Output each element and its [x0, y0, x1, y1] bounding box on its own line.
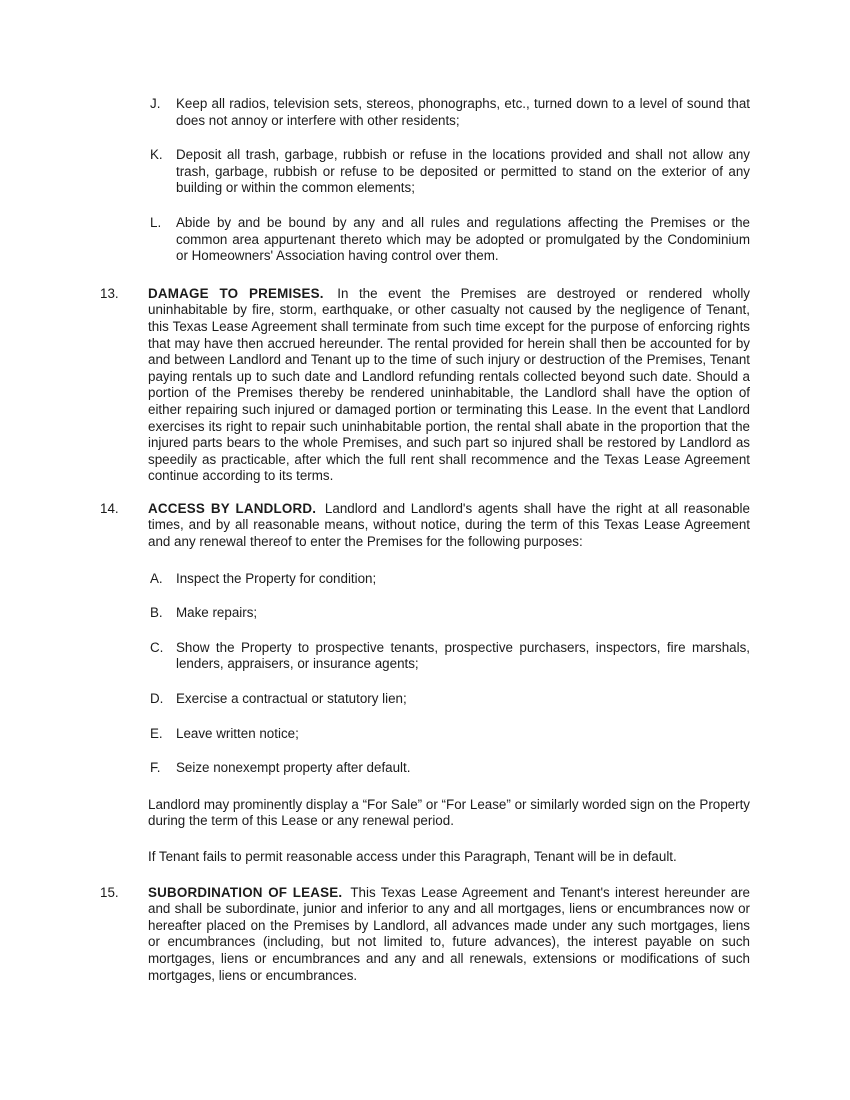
section-body — [148, 501, 750, 551]
section-body-text: This Texas Lease Agreement and Tenant's interest hereunder are and shall be subordinate, junior and inferior to any and all mortgages, liens or encumbrances now or hereafter placed on the Premises by Landlord, all advances made under any such mortgages, liens or encumbrances (including, but not limited to, future advances), the interest payable on such mortgages, liens or encumbrances and any and all renewals, extensions or modifications of such mortgages, liens or encumbrances. — [148, 884, 750, 983]
item-text: Deposit all trash, garbage, rubbish or refuse in the locations provided and shall not allow any trash, garbage, rubbish or refuse to be deposited or permitted to stand on the exterior of any building or within the common elements; — [176, 147, 750, 196]
section-body — [148, 885, 750, 985]
section-body-text: In the event the Premises are destroyed or rendered wholly uninhabitable by fire, storm, earthquake, or other casualty not caused by the negligence of Tenant, this Texas Lease Agreement shall terminate from such time except for the purpose of enforcing rights that may have then accrued hereunder. The rental provided for herein shall then be accounted for by and between Landlord and Tenant up to the time of such injury or destruction of the Premises, Tenant paying rentals up to such date and Landlord refunding rentals collected beyond such date. Should a portion of the Premises thereby be rendered uninhabitable, the Landlord shall have the option of either repairing such injured or damaged portion or terminating this Lease. In the event that Landlord exercises its right to repair such uninhabitable portion, the rental shall abate in the proportion that the injured parts bears to the whole Premises, and such part so injured shall be restored by Landlord as speedily as practicable, after which the full rent shall recommence and the Texas Lease Agreement continue according to its terms. — [148, 285, 750, 484]
lease-rule-item-k — [150, 147, 750, 197]
section-heading: DAMAGE TO PREMISES. — [148, 285, 324, 301]
item-letter: B. — [150, 605, 163, 621]
section-heading: ACCESS BY LANDLORD. — [148, 500, 317, 516]
item-letter: J. — [150, 96, 161, 111]
item-letter: D. — [150, 691, 164, 707]
item-letter: C. — [150, 639, 164, 655]
item-text: Abide by and be bound by any and all rules and regulations affecting the Premises or the common area appurtenant thereto which may be adopted or promulgated by the Condominium or Homeowners' Association having control over them. — [176, 214, 750, 264]
item-text: Make repairs; — [176, 605, 258, 621]
access-default-paragraph: If Tenant fails to permit reasonable access under this Paragraph, Tenant will be in default. — [148, 849, 677, 864]
access-purpose-item-e — [150, 726, 750, 743]
item-letter: A. — [150, 570, 163, 586]
section-number: 15. — [100, 884, 119, 900]
item-letter: L. — [150, 214, 162, 230]
sign-display-paragraph: Landlord may prominently display a “For Sale” or “For Lease” or similarly worded sign on the Property during the term of this Lease or any renewal period. — [148, 796, 750, 829]
item-text: Leave written notice; — [176, 725, 299, 741]
item-text: Show the Property to prospective tenants, prospective purchasers, inspectors, fire marshals, lenders, appraisers, or insurance agents; — [176, 639, 750, 672]
section-body — [148, 286, 750, 485]
section-number: 13. — [100, 285, 119, 301]
item-text: Exercise a contractual or statutory lien; — [176, 691, 407, 707]
section-access-by-landlord — [100, 501, 750, 551]
access-purpose-item-d — [150, 691, 750, 708]
section-heading: SUBORDINATION OF LEASE. — [148, 884, 343, 900]
lease-rule-item-j — [150, 96, 750, 129]
section-damage-to-premises — [100, 286, 750, 485]
access-purpose-item-c — [150, 640, 750, 673]
section-number: 14. — [100, 500, 119, 516]
lease-rule-item-l — [150, 215, 750, 265]
section-subordination-of-lease — [100, 885, 750, 985]
access-purpose-item-b — [150, 605, 750, 622]
item-letter: K. — [150, 147, 163, 163]
item-text: Inspect the Property for condition; — [176, 570, 377, 586]
item-letter: F. — [150, 760, 161, 776]
item-text: Keep all radios, television sets, stereos, phonographs, etc., turned down to a level of sound that does not annoy or interfere with other residents; — [176, 96, 750, 128]
section-body-text: Landlord and Landlord's agents shall have the right at all reasonable times, and by all reasonable means, without notice, during the term of this Texas Lease Agreement and any renewal thereof to enter the Premises for the following purposes: — [148, 500, 750, 550]
item-text: Seize nonexempt property after default. — [176, 760, 411, 776]
item-letter: E. — [150, 725, 163, 741]
access-purpose-item-f — [150, 760, 750, 777]
access-purpose-item-a — [150, 571, 750, 588]
